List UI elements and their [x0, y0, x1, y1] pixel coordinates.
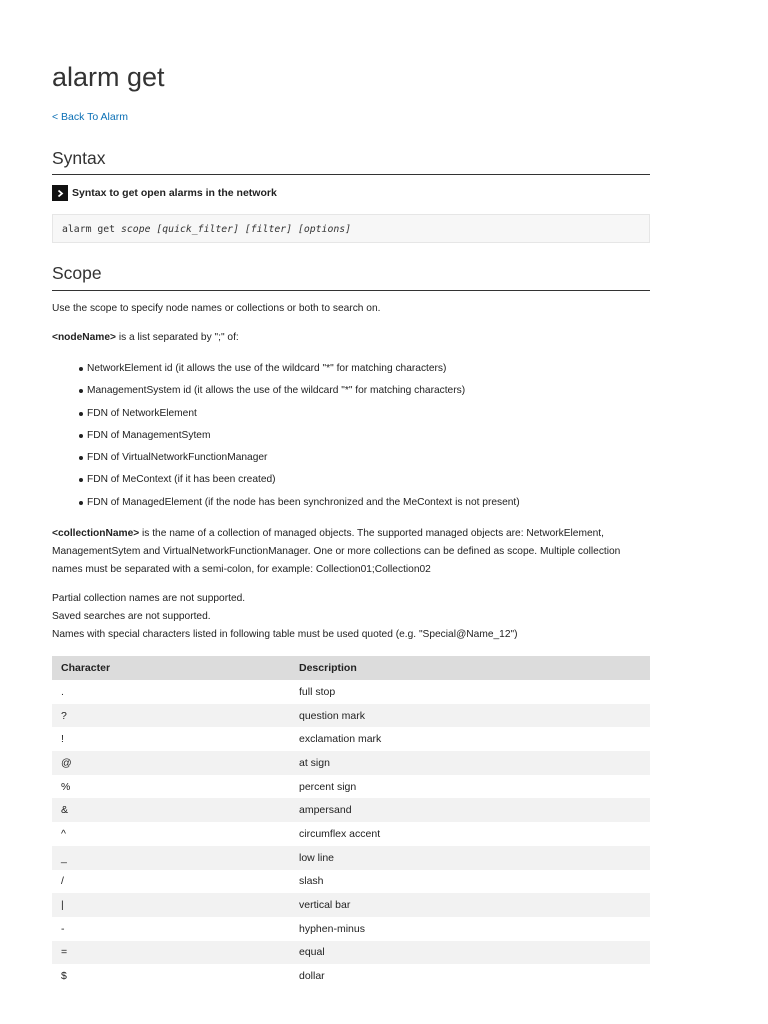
table-body — [52, 680, 650, 988]
description-cell: low line — [290, 846, 650, 870]
collection-rest: is the name of a collection of managed objects. The supported managed objects are: NetworkElement, ManagementSytem and VirtualNetworkFunctionManager. One or more collections can be defined as scope. Multiple collection names must be separated with a semi-colon, for example: Collection01;Collection02 — [52, 528, 621, 575]
nodename-paragraph — [52, 329, 650, 347]
nodename-term: <nodeName> — [52, 332, 116, 343]
description-cell: equal — [290, 941, 650, 965]
note-saved-searches: Saved searches are not supported. — [52, 611, 211, 622]
character-cell: & — [52, 798, 290, 822]
note-partial: Partial collection names are not supported. — [52, 593, 246, 604]
list-item: FDN of MeContext (if it has been created) — [52, 469, 650, 491]
description-cell: exclamation mark — [299, 733, 382, 746]
list-item: FDN of NetworkElement — [52, 403, 650, 425]
table-row — [52, 893, 650, 917]
character-cell: _ — [52, 846, 290, 870]
syntax-command: alarm get — [62, 224, 116, 235]
table-row — [52, 964, 650, 988]
description-cell: circumflex accent — [299, 827, 381, 840]
description-cell: full stop — [299, 685, 336, 698]
character-cell: . — [61, 685, 64, 698]
table-row — [52, 870, 650, 894]
syntax-description-row — [52, 185, 277, 201]
description-cell: ampersand — [290, 798, 650, 822]
table-row — [52, 798, 650, 822]
back-to-alarm-link[interactable]: < Back To Alarm — [52, 111, 128, 123]
description-cell: slash — [299, 875, 324, 888]
list-item: NetworkElement id (it allows the use of the wildcard "*" for matching characters) — [52, 358, 650, 380]
syntax-description: Syntax to get open alarms in the network — [72, 187, 277, 199]
collection-paragraph — [52, 525, 650, 579]
note-special-characters: Names with special characters listed in following table must be used quoted (e.g. "Special@Name_12") — [52, 629, 518, 640]
table-header-row — [52, 656, 650, 680]
character-cell: - — [61, 922, 65, 935]
character-cell: ? — [52, 704, 290, 728]
character-cell: % — [61, 780, 71, 793]
column-header-description: Description — [290, 656, 650, 680]
character-cell: = — [52, 941, 290, 965]
description-cell: at sign — [290, 751, 650, 775]
character-cell: / — [61, 875, 64, 888]
table-row — [52, 775, 650, 799]
table-row — [52, 846, 650, 870]
special-characters-table — [52, 656, 650, 988]
character-cell: ! — [61, 733, 64, 746]
collection-term: <collectionName> — [52, 528, 140, 539]
description-cell: vertical bar — [290, 893, 650, 917]
table-row — [52, 822, 650, 846]
description-cell: percent sign — [299, 780, 357, 793]
syntax-code-block — [52, 214, 650, 243]
table-row — [52, 941, 650, 965]
table-row — [52, 727, 650, 751]
description-cell: hyphen-minus — [299, 922, 365, 935]
nodename-list — [52, 358, 650, 514]
scope-intro: Use the scope to specify node names or collections or both to search on. — [52, 303, 381, 314]
character-cell: @ — [52, 751, 290, 775]
syntax-heading: Syntax — [52, 147, 650, 175]
scope-heading: Scope — [52, 262, 650, 291]
description-cell: question mark — [290, 704, 650, 728]
character-cell: ^ — [61, 827, 66, 840]
list-item: FDN of ManagementSytem — [52, 425, 650, 447]
column-header-character: Character — [52, 656, 290, 680]
table-row — [52, 751, 650, 775]
syntax-args: scope [quick_filter] [filter] [options] — [121, 224, 352, 235]
list-item: FDN of ManagedElement (if the node has been synchronized and the MeContext is not present) — [52, 492, 650, 514]
list-item: FDN of VirtualNetworkFunctionManager — [52, 447, 650, 469]
chevron-right-icon — [52, 185, 68, 201]
table-row — [52, 704, 650, 728]
character-cell: $ — [61, 970, 67, 983]
nodename-rest: is a list separated by ";" of: — [115, 332, 239, 343]
table-row — [52, 917, 650, 941]
page-title: alarm get — [52, 62, 165, 92]
description-cell: dollar — [299, 970, 325, 983]
list-item: ManagementSystem id (it allows the use of the wildcard "*" for matching characters) — [52, 380, 650, 402]
table-row — [52, 680, 650, 704]
character-cell: | — [52, 893, 290, 917]
